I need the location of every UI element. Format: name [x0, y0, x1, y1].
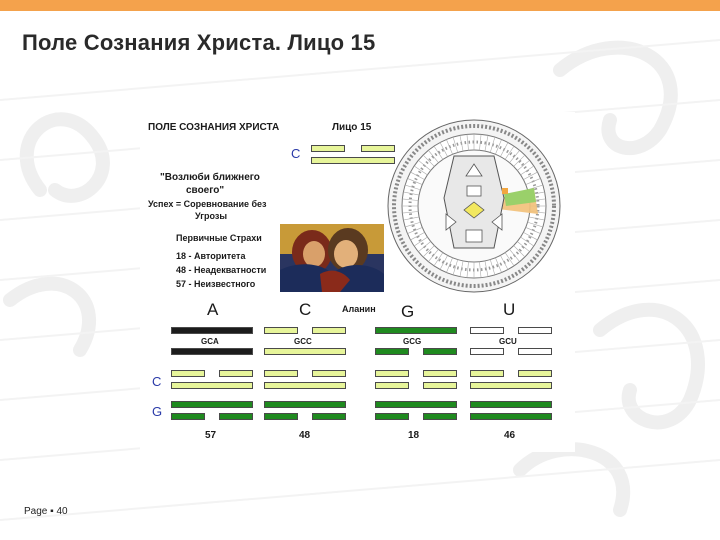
codon-line [171, 327, 253, 334]
top-base-letter: C [291, 146, 301, 161]
hex-line [375, 382, 409, 389]
gate-number: 46 [504, 430, 516, 441]
codon-line [518, 348, 552, 355]
page-number: Page ▪ 40 [24, 506, 68, 517]
fears-heading: Первичные Страхи [176, 233, 262, 243]
row-label-c: C [152, 374, 162, 389]
fear-item: 18 - Авторитета [176, 251, 246, 261]
codon-label: GCA [201, 337, 219, 346]
codon-line [264, 348, 346, 355]
codon-line [470, 327, 504, 334]
codon-line [312, 327, 346, 334]
hex-line [312, 370, 346, 377]
slide-title: Поле Сознания Христа. Лицо 15 [22, 30, 376, 55]
mandala-wheel-icon [384, 118, 564, 294]
codon-line [518, 327, 552, 334]
hex-line [375, 370, 409, 377]
panel-header: ПОЛЕ СОЗНАНИЯ ХРИСТА [148, 122, 280, 133]
codon-label: GCU [499, 337, 517, 346]
hex-line [423, 413, 457, 420]
codon-label: GCC [294, 337, 312, 346]
hex-line [264, 370, 298, 377]
success-line-2: Угрозы [195, 211, 228, 221]
row-label-g: G [152, 404, 163, 419]
hex-line [171, 413, 205, 420]
hex-line [312, 413, 346, 420]
codon-line [264, 327, 298, 334]
hex-line [470, 401, 552, 408]
gate-number: 57 [205, 430, 217, 441]
face-number: Лицо 15 [332, 122, 372, 133]
quote-line-1: "Возлюби ближнего [160, 172, 260, 183]
hex-line [470, 382, 552, 389]
top-line-2 [311, 157, 395, 164]
quote-line-2: своего" [186, 185, 225, 196]
hex-line [264, 401, 346, 408]
codon-line [375, 348, 409, 355]
codon-line [171, 348, 253, 355]
hex-line [375, 413, 409, 420]
codon-line [423, 348, 457, 355]
hex-line [423, 370, 457, 377]
gate-number: 18 [408, 430, 420, 441]
hex-line [171, 370, 205, 377]
hex-line [518, 370, 552, 377]
base-letter-c: C [299, 300, 312, 319]
hex-line [264, 382, 346, 389]
hex-line [470, 413, 552, 420]
hex-line [219, 370, 253, 377]
hex-line [171, 401, 253, 408]
codon-line [375, 327, 457, 334]
base-letter-g: G [401, 302, 415, 321]
amino-acid-label: Аланин [342, 304, 376, 314]
hex-line [171, 382, 253, 389]
gate-number: 48 [299, 430, 311, 441]
madonna-icon-painting [280, 224, 384, 292]
hex-line [375, 401, 457, 408]
codon-line [470, 348, 504, 355]
hex-line [264, 413, 298, 420]
hex-line [423, 382, 457, 389]
codon-label: GCG [403, 337, 422, 346]
top-line-1a [311, 145, 345, 152]
hex-line [470, 370, 504, 377]
base-letter-u: U [503, 300, 516, 319]
fear-item: 57 - Неизвестного [176, 279, 256, 289]
hex-line [219, 413, 253, 420]
success-line-1: Успех = Соревнование без [148, 199, 267, 209]
base-letter-a: A [207, 300, 219, 319]
fear-item: 48 - Неадекватности [176, 265, 267, 275]
